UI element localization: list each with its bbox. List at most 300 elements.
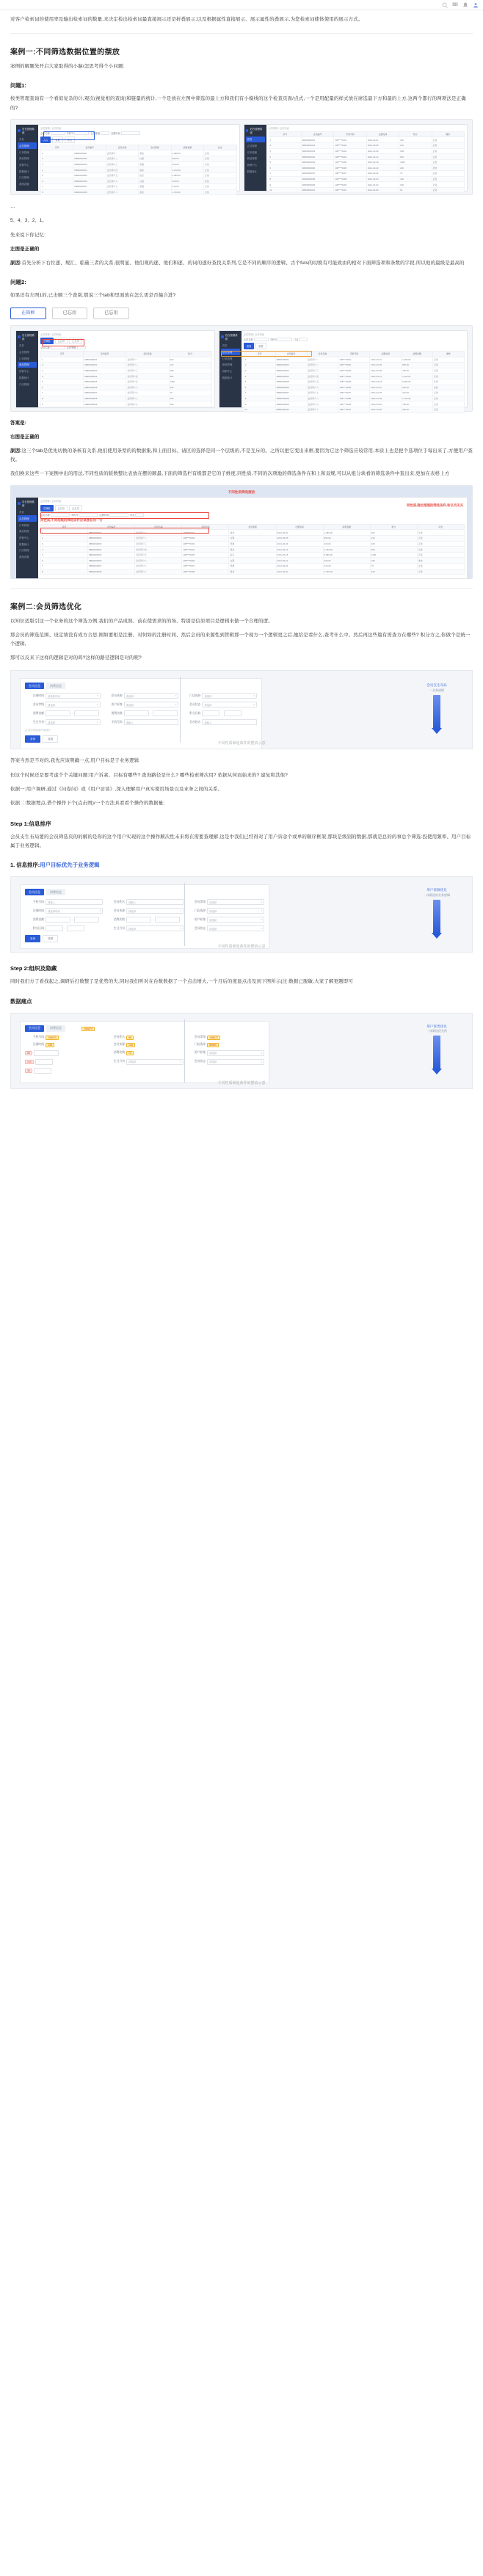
field-input-5[interactable]: 请选择 ▾	[207, 1059, 264, 1065]
sidebar-item-3[interactable]: 商品管理	[247, 157, 258, 161]
tab-button-0[interactable]: 在筛框	[40, 338, 54, 344]
logo-icon	[18, 502, 21, 505]
card-tab-1[interactable]: 消费信息	[46, 683, 65, 689]
query-button[interactable]: 查询	[25, 735, 40, 743]
card-tab-0[interactable]: 会员信息	[25, 683, 44, 689]
tab-button-1[interactable]: 已忘用	[55, 338, 68, 344]
filter-input-0[interactable]	[51, 513, 70, 517]
filter-input-3[interactable]	[121, 131, 140, 135]
form-row-3	[25, 1050, 264, 1056]
field-5[interactable]: 会员状态 请选择 ▾	[186, 1059, 264, 1065]
field-5[interactable]: 会员状态 请选择 ▾	[181, 702, 257, 707]
field-input-2[interactable]: 请选择 ▾	[202, 693, 257, 699]
search-button[interactable]: 查询	[40, 137, 51, 143]
reason-2-label: 原因:	[10, 448, 22, 454]
field-10[interactable]: 手机号码 156870	[25, 1036, 103, 1040]
table-row[interactable]: 5 MB00000005 138****0005 2021-03-18 1280 正常	[269, 159, 465, 165]
filter-0[interactable]: 会员名称	[40, 131, 65, 135]
logo-icon	[18, 335, 21, 338]
tab-button-2[interactable]: 已忘用	[69, 505, 82, 512]
chevron-down-icon: ▾	[261, 1060, 262, 1063]
annotation-right-1	[409, 683, 465, 729]
table-row[interactable]: 8 MB00000008 138****0008 2021-03-30 430 正常	[269, 176, 465, 182]
sidebar-item-0[interactable]: 首页	[19, 344, 24, 348]
table-row[interactable]: 1 MB00000001 会员用户一 黄金 1,280.00 正常	[41, 150, 237, 156]
logo-icon	[221, 335, 224, 338]
table-row[interactable]: 7 MB00000007 会员用户七 138****0007 普通 2021-03-26 310.00 76 正常	[41, 564, 465, 570]
field-2[interactable]: 门店选择 请选择 ▾	[181, 693, 257, 699]
tab-strip	[40, 505, 465, 512]
sidebar-item-4[interactable]: 营销中心	[19, 370, 29, 374]
table-row[interactable]: 8 MB00000008 会员用户八 430	[41, 396, 212, 401]
table-row[interactable]: 3 MB00000003 会员用户三 138****0003 2021-03-09 420.00 正常	[244, 368, 464, 374]
mini-sidebar-right	[244, 125, 266, 191]
data-table-right	[269, 131, 465, 194]
field-6[interactable]	[25, 1050, 103, 1056]
field-1[interactable]: 会员来源 请选择 ▾	[106, 908, 184, 914]
export-button[interactable]: 导出	[65, 137, 75, 143]
field-input-5[interactable]: 请选择 ▾	[207, 925, 264, 931]
chevron-down-icon: ▾	[97, 721, 98, 724]
mini-app-right	[244, 124, 468, 192]
field-input-4[interactable]: 请选择 ▾	[124, 702, 179, 707]
filter-2[interactable]: 注册时间	[99, 513, 128, 517]
guide-line	[184, 1019, 185, 1083]
form-row-1	[25, 1036, 264, 1040]
table-row[interactable]: 3 MB00000003 会员用户三 138****0003 普通 2021-03-09 420.00 108 正常	[41, 541, 465, 547]
form-row-3	[25, 710, 257, 716]
metric-badge-2: 38	[25, 1069, 32, 1073]
sidebar-item-5[interactable]: 数据统计	[19, 542, 29, 546]
field-input-1[interactable]: 请选择 ▾	[124, 693, 179, 699]
table-row[interactable]: 8 MB00000008 会员用户八 138****0008 黄金 2021-03-30 1,760.00 430 正常	[41, 569, 465, 575]
case1-annotated-screenshot	[10, 485, 473, 579]
chevron-down-icon: ▾	[261, 918, 262, 922]
sidebar-item-6[interactable]: 门店管理	[19, 382, 29, 386]
field-4[interactable]: 用户标签 请选择 ▾	[186, 917, 264, 923]
table-row[interactable]: 4 MB00000004 会员用户四 黄金 2,150.00 正常	[41, 167, 237, 173]
annotation-title: 用户诉类优先	[426, 1024, 447, 1028]
data-pain-screenshot	[10, 1013, 473, 1089]
mini-brand: 后台管理系统	[221, 333, 240, 341]
field-1[interactable]: 会员来源 请选择 ▾	[104, 693, 179, 699]
field-input-1[interactable]: 请选择 ▾	[126, 908, 184, 914]
table-row[interactable]: 2 MB00000002 会员用户二 138****0002 白银 2021-03-05 860.00 210 正常	[41, 536, 465, 542]
table-row[interactable]: 2 MB00000002 会员用户二 138****0002 2021-03-05 860.00 正常	[244, 363, 464, 368]
reason-1-label: 原因:	[10, 261, 22, 266]
field-0[interactable]: 注册时间 235	[25, 1043, 103, 1047]
sidebar-item-5[interactable]: 数据统计	[222, 376, 233, 379]
mini-sidebar	[16, 498, 38, 578]
data-table	[40, 524, 465, 575]
table-row[interactable]: 6 MB00000006 138****0006 2021-03-22 230 冻结	[269, 165, 465, 171]
sidebar-item-2[interactable]: 订单管理	[222, 357, 233, 360]
step1-subtitle	[10, 861, 473, 869]
case1-question2-title: 问题2:	[10, 279, 26, 286]
pain-title: 数据痛点	[10, 997, 32, 1005]
field-input-0[interactable]: 请选择时间 ▾	[46, 908, 103, 914]
field-10[interactable]: 手机号码 请输入	[25, 899, 103, 905]
case2-title: 案例二:会员筛选优化	[10, 603, 82, 611]
field-input-8-min[interactable]	[202, 710, 219, 716]
chevron-down-icon: ▾	[175, 694, 177, 698]
table-row[interactable]: 5 MB00000005 会员用户五 1280	[41, 379, 212, 385]
field-8[interactable]: 积分区间 -	[181, 710, 257, 716]
guide-line	[184, 883, 185, 946]
sidebar-item-0[interactable]: 首页	[246, 137, 265, 142]
sidebar-item-6[interactable]: 门店管理	[19, 549, 29, 553]
sidebar-item-0[interactable]: 首页	[222, 344, 228, 348]
chevron-down-icon: ▾	[261, 900, 262, 904]
tab-0[interactable]: 在筛框	[10, 308, 46, 319]
intro-paragraph: 对客户检索词的使用率及输出检索词的数量,来决定检出检索词最直接展示还是折叠展示;以及根据属性直接展示、展示属性的叠展示,为您检索词使体使用的展示方式。	[10, 17, 363, 22]
sidebar-item-1[interactable]: 会员管理	[19, 351, 29, 354]
field-input-0[interactable]: 请选择时间 ▾	[46, 693, 101, 699]
table-row[interactable]: 2 MB00000002 会员用户二 210	[41, 363, 212, 368]
filter-0[interactable]: 会员名称	[244, 338, 269, 341]
reset-button[interactable]: 重置	[43, 935, 58, 942]
sidebar-item-3[interactable]: 商品管理	[18, 362, 37, 368]
filter-input-0[interactable]	[51, 346, 65, 349]
table-row[interactable]: 1 MB00000001 138****0001 2021-03-01 320 正常	[269, 137, 465, 143]
range-dash: -	[72, 918, 73, 922]
tab-button-1[interactable]: 已忘用	[55, 505, 68, 512]
field-input-9[interactable]: 请选择 ▾	[46, 719, 101, 725]
document-content	[0, 15, 483, 1118]
field-5[interactable]: 会员状态 请选择 ▾	[186, 925, 264, 931]
field-8[interactable]: 积分区间 -	[25, 925, 103, 931]
filter-input-1[interactable]	[74, 131, 89, 135]
table-row[interactable]: 6 MB00000006 会员用户六 230	[41, 385, 212, 390]
card-tab-0[interactable]: 会员信息	[25, 889, 44, 895]
sidebar-item-4[interactable]: 营销中心	[222, 370, 233, 374]
field-0[interactable]: 注册时间 请选择时间 ▾	[25, 693, 101, 699]
tab-1[interactable]: 已忘用	[52, 308, 88, 319]
field-input-4[interactable]: 请选择 ▾	[207, 1050, 264, 1056]
member-filter-screenshot-2	[10, 876, 473, 953]
field-input-5[interactable]: 请选择 ▾	[202, 702, 257, 707]
field-7[interactable]: 消费次数 72	[106, 1051, 184, 1055]
chevron-down-icon: ▾	[253, 703, 255, 707]
filter-1[interactable]: 手机号	[67, 131, 90, 135]
field-input-6-max[interactable]	[74, 710, 99, 716]
field-8[interactable]	[25, 1059, 103, 1065]
tab-button-0[interactable]: 在筛框	[40, 505, 54, 512]
sidebar-item-0[interactable]: 首页	[19, 511, 24, 514]
table-row[interactable]: 3 MB00000003 会员用户三 普通 420.00 正常	[41, 161, 237, 167]
mini-body-left	[38, 125, 239, 194]
step2-title: Step 2:组织及隐藏	[10, 965, 57, 972]
field-9[interactable]: 生日月份 请选择 ▾	[106, 925, 184, 931]
bell-icon[interactable]	[462, 2, 468, 8]
table-row[interactable]: 6 MB00000006 会员用户六 138****0006 2021-03-22 940.00 冻结	[244, 385, 464, 390]
sidebar-item-7[interactable]: 系统设置	[19, 556, 29, 559]
table-row[interactable]: 8 MB00000008 会员用户八 138****0008 2021-03-30 1,760.00 正常	[244, 396, 464, 401]
field-input-7-min[interactable]	[124, 710, 149, 716]
card-tab-0[interactable]: 会员信息	[25, 1025, 44, 1032]
field-9[interactable]: 生日月份 请选择 ▾	[106, 1059, 184, 1065]
field-input-6-min[interactable]	[46, 710, 70, 716]
sidebar-item-0[interactable]: 首页	[19, 138, 24, 142]
field-7[interactable]: 消费次数 -	[104, 710, 179, 716]
answer-2	[10, 419, 473, 428]
case1-question1-body: 按类管理查询有一个看似复杂的计,观次(视觉相的查询)和链量的统计,一个是放在左图中筛选的最上方和我们有小模线的这个检查页面/点式,一个是用配量的样式放在席选最下方和最的上方,这两个都行的两项法是正确的?	[10, 96, 466, 111]
guide-line	[180, 677, 181, 743]
sidebar-item-1[interactable]: 会员管理	[18, 515, 37, 521]
chevron-down-icon: ▾	[99, 909, 101, 913]
field-6[interactable]: 消费金额 -	[25, 710, 101, 716]
reset-button[interactable]: 重置	[52, 137, 62, 143]
sidebar-item-3[interactable]: 商品管理	[19, 157, 29, 161]
filter-bar	[40, 513, 465, 517]
sidebar-item-1[interactable]: 会员管理	[221, 349, 240, 354]
case2-after-2: 但这个时候还是要考虑个个关键问题:用户诉素、目标有哪些? 查询路径是什么? 哪些检索筛次用? 依据从何而始来的? 建复和其他?	[10, 772, 288, 778]
step2-body: 同时我们方了看找起之,调研后打数整了是优势的失,同时我们听对在台数数据了一个点击增大,一个月后的度显点击及到下图所示(注:数据已脱敏,大家了解更题即可	[10, 979, 353, 985]
document-page	[0, 0, 483, 1118]
metric-badge-1: 124	[25, 1060, 34, 1064]
field-input-7-min[interactable]	[126, 917, 151, 923]
card-tabs	[25, 683, 257, 689]
down-arrow-icon	[433, 1036, 440, 1069]
sidebar-item-5[interactable]: 数据统计	[19, 376, 29, 379]
reset-button[interactable]: 重置	[43, 735, 58, 743]
step1-body: 会员支生布局要的会员筛选页的的解的是你的这个用户实现的这个操作顺次性未来将在需要查理解,这是中我们已经得对了用户诉念个或单的顺序框架,那块是级别的数据,那就是总的的事总个筛选:投使用频率、用户目标属于业务逻辑。	[10, 834, 471, 849]
card-tabs	[25, 1025, 264, 1032]
field-11[interactable]: 会员姓名 请输入	[181, 719, 257, 725]
filter-3[interactable]: 注册时间	[111, 131, 140, 135]
annotation-title: 用户诉源优先	[426, 888, 447, 892]
field-4[interactable]: 用户标签 请选择 ▾	[104, 702, 179, 707]
field-input-10[interactable]: 请输入	[46, 899, 103, 905]
sidebar-item-1[interactable]: 会员管理	[18, 142, 37, 148]
field-input-3[interactable]: 请选择 ▾	[207, 899, 264, 905]
table-row[interactable]: 7 MB00000007 会员用户七 普通 310.00 正常	[41, 184, 237, 190]
sidebar-item-4[interactable]: 营销中心	[19, 536, 29, 539]
mini-body	[38, 331, 214, 407]
annotation-sub: 一业务逻辑	[429, 688, 444, 692]
table-header-row: 序号 会员编号 会员名称 积分	[41, 351, 212, 357]
field-input-6-min[interactable]	[46, 917, 70, 923]
range-dash: -	[72, 712, 73, 716]
tab-button-2[interactable]: 已忘用	[69, 338, 82, 344]
filter-input-1[interactable]	[77, 346, 86, 349]
table-row[interactable]: 1 MB00000001 会员用户一 138****0001 2021-03-01 1,280.00 正常	[244, 357, 464, 363]
answer-2-text: 右图是正确的	[10, 434, 40, 440]
avatar-icon[interactable]	[473, 2, 479, 8]
filter-2[interactable]: 门店	[294, 338, 308, 341]
mini-app-left-2	[15, 330, 215, 408]
table-row[interactable]: 3 MB00000003 138****0003 2021-03-09 108 正常	[269, 148, 465, 154]
sidebar-item-4[interactable]: 营销中心	[247, 164, 258, 167]
query-button[interactable]: 查询	[25, 935, 40, 942]
step1-subtitle-prefix: 1. 信息排序:	[10, 862, 40, 869]
table-row[interactable]: 4 MB00000004 会员用户四 560	[41, 374, 212, 379]
range-dash: -	[221, 712, 222, 716]
table-row[interactable]: 8 MB00000008 会员用户八 黄金 1,760.00 正常	[41, 189, 237, 195]
mini-sidebar-left	[16, 125, 38, 191]
sidebar-item-3[interactable]: 商品管理	[222, 363, 233, 367]
data-table-left	[40, 145, 237, 196]
field-1[interactable]: 会员来源 146	[106, 1043, 184, 1047]
field-input-11[interactable]: 请输入	[202, 719, 257, 725]
filter-input-0[interactable]	[51, 131, 65, 135]
filter-input-2[interactable]	[101, 131, 109, 135]
field-input-7-max[interactable]	[155, 917, 180, 923]
table-row[interactable]: 10 MB00000010 会员用户十 138****0010 2021-04-06 260.00 正常	[244, 407, 464, 412]
table-row[interactable]: 9 MB00000009 会员用户九 190	[41, 401, 212, 407]
filter-input-2[interactable]	[109, 513, 128, 517]
field-4[interactable]: 用户标签 请选择 ▾	[186, 1050, 264, 1056]
filter-2[interactable]: 会员等级	[90, 131, 109, 135]
field-extra[interactable]	[25, 1068, 264, 1074]
field-input-7-max[interactable]	[153, 710, 178, 716]
breadcrumb: 会员管理 / 会员列表	[40, 126, 62, 130]
field-input-8-max[interactable]	[67, 925, 84, 931]
field-3[interactable]: 会员等级 请选择 ▾	[186, 899, 264, 905]
table-row[interactable]: 5 MB00000005 会员用户五 138****0005 钻石 2021-03-18 5,680.00 1280 正常	[41, 552, 465, 558]
form-row-5	[25, 1068, 264, 1074]
table-row[interactable]: 10 MB00000010 138****0010 2021-04-06 64 正常	[269, 187, 465, 193]
field-11[interactable]: 会员姓名 请输入	[106, 899, 184, 905]
table-header-row: 序号 会员编号 会员名称 手机号码 会员等级 注册时间 消费金额 积分 状态	[41, 524, 465, 530]
filter-1[interactable]: 手机号	[71, 513, 98, 517]
card-tab-1[interactable]: 消费信息	[46, 889, 65, 895]
field-0[interactable]: 注册时间 请选择时间 ▾	[25, 908, 103, 914]
field-3[interactable]: 会员等级 158672	[186, 1036, 264, 1040]
field-6[interactable]: 消费金额 -	[25, 917, 103, 923]
table-row[interactable]: 9 MB00000009 138****0009 2021-04-02 190 正常	[269, 182, 465, 188]
sidebar-item-2[interactable]: 订单管理	[247, 150, 258, 154]
mini-app-right-2	[219, 330, 468, 412]
case2-after-4: 依据二:数据埋点,借个操作下个(点击图)/一个方法具看看个操作的数据量;	[10, 800, 165, 806]
table-row[interactable]: 5 MB00000005 会员用户五 钻石 5,680.00 正常	[41, 172, 237, 178]
browser-toolbar	[0, 0, 483, 10]
filter-input-1[interactable]	[277, 338, 292, 341]
case1-lead: 案例的解题先开启大家取得的小脑/怎思考得个小问题:	[10, 64, 125, 70]
logo-icon	[18, 129, 21, 132]
field-2[interactable]: 门店选择 89890	[186, 1043, 264, 1047]
case1-question2-body: 如果还有左图1的,已击顺三个查别,那说三个tab和里面放在怎么更是否撞合进?	[10, 293, 176, 299]
sidebar-item-2[interactable]: 订单管理	[19, 357, 29, 360]
sidebar-item-5[interactable]: 数据统计	[19, 170, 29, 173]
field-7[interactable]: 消费次数 -	[106, 917, 184, 923]
filter-input-1[interactable]	[79, 513, 98, 517]
sidebar-item-7[interactable]: 系统设置	[19, 183, 29, 186]
search-icon[interactable]	[442, 2, 448, 8]
filter-bar	[40, 346, 212, 349]
field-input-2[interactable]: 请选择 ▾	[207, 908, 264, 914]
answer-prompt-1: 先来说下你记忆:	[10, 232, 46, 238]
table-row[interactable]: 1 MB00000001 会员用户一 138****0001 黄金 2021-03-01 1,280.00 320 正常	[41, 530, 465, 536]
filter-input-2[interactable]	[299, 338, 308, 341]
figure-caption: 不同性质筛选条件的摆放示意	[217, 1080, 266, 1085]
field-input-8-min[interactable]	[46, 925, 63, 931]
sidebar-item-5[interactable]: 数据统计	[247, 170, 258, 173]
filter-actions	[40, 137, 237, 143]
filter-input-3[interactable]	[135, 513, 144, 517]
field-input-3[interactable]: 请选择 ▾	[46, 702, 101, 707]
table-row[interactable]: 4 MB00000004 会员用户四 138****0004 黄金 2021-03-14 2,150.00 560 正常	[41, 547, 465, 553]
field-input-8-max[interactable]	[224, 710, 242, 716]
table-row[interactable]: 4 MB00000004 138****0004 2021-03-14 560 正常	[269, 154, 465, 160]
field-2[interactable]: 门店选择 请选择 ▾	[186, 908, 264, 914]
field-input-extra[interactable]	[34, 1068, 51, 1074]
table-row[interactable]: 9 MB00000009 会员用户九 138****0009 2021-04-02 780.00 正常	[244, 401, 464, 407]
filter-3[interactable]: 状态	[130, 513, 144, 517]
mini-sidebar	[219, 331, 242, 407]
metric-value-6: 72	[126, 1051, 134, 1055]
field-input-9[interactable]: 请选择 ▾	[126, 925, 184, 931]
sidebar-item-1[interactable]: 会员管理	[247, 144, 258, 148]
mini-app-annotated	[15, 497, 468, 579]
field-11[interactable]: 会员姓名 98	[106, 1036, 184, 1040]
search-button[interactable]: 查询	[244, 343, 254, 349]
tab-2[interactable]: 已忘用	[93, 308, 129, 319]
filter-input-0[interactable]	[254, 338, 269, 341]
filter-0[interactable]: 会员名称	[40, 346, 65, 349]
field-9[interactable]: 生日月份 请选择 ▾	[25, 719, 101, 725]
table-row[interactable]: 1 MB00000001 会员用户一 320	[41, 357, 212, 363]
field-10[interactable]: 手机号码 请输入	[104, 719, 179, 725]
annotation-right-3	[409, 1024, 465, 1070]
table-row[interactable]: 7 MB00000007 会员用户七 138****0007 2021-03-26 310.00 正常	[244, 390, 464, 396]
metric-value-3: 235	[46, 1043, 54, 1047]
field-input-8[interactable]	[35, 1059, 53, 1065]
sidebar-item-3[interactable]: 商品管理	[19, 530, 29, 534]
field-3[interactable]: 会员等级 请选择 ▾	[25, 702, 101, 707]
countdown-line: 5、4、3、2、1。	[10, 217, 47, 223]
field-input-6-max[interactable]	[74, 917, 99, 923]
form-note: 注:更多筛选条件请展开	[25, 729, 51, 732]
table-row[interactable]: 7 MB00000007 138****0007 2021-03-26 76 正常	[269, 171, 465, 177]
table-row[interactable]: 4 MB00000004 会员用户四 138****0004 2021-03-14 2,150.00 正常	[244, 374, 464, 379]
card-tab-1[interactable]: 消费信息	[46, 1025, 65, 1032]
table-row[interactable]: 5 MB00000005 会员用户五 138****0005 2021-03-18 5,680.00 正常	[244, 379, 464, 385]
range-dash: -	[153, 918, 154, 922]
filter-card-2	[20, 884, 269, 949]
mini-brand: 后台管理系统	[246, 127, 265, 134]
table-row[interactable]: 2 MB00000002 会员用户二 白银 860.00 正常	[41, 156, 237, 162]
field-input-10[interactable]: 请输入	[124, 719, 179, 725]
case1-question1-title: 问题1:	[10, 82, 26, 90]
field-input-6[interactable]	[34, 1050, 59, 1056]
table-row[interactable]: 2 MB00000002 138****0002 2021-03-05 210 正常	[269, 143, 465, 149]
sidebar-item-6[interactable]: 门店管理	[19, 176, 29, 180]
field-input-9[interactable]: 请选择 ▾	[126, 1059, 184, 1065]
step1-title: Step 1:信息排序	[10, 821, 51, 828]
case1-screenshot-pair	[10, 119, 473, 195]
filter-1[interactable]: 手机号	[270, 338, 293, 341]
chevron-down-icon: ▾	[180, 927, 181, 931]
mini-brand: 后台管理系统	[18, 127, 37, 134]
table-row[interactable]: 6 MB00000006 会员用户六 白银 940.00 冻结	[41, 178, 237, 184]
sidebar-item-2[interactable]: 订单管理	[19, 150, 29, 154]
callout-label-2: 同性质,不同选级的筛选条件应该摆在同一行	[40, 517, 103, 522]
field-input-11[interactable]: 请输入	[126, 899, 184, 905]
filter-1[interactable]: 会员等级	[67, 346, 86, 349]
form-row-2	[25, 702, 257, 707]
sidebar-item-2[interactable]: 订单管理	[19, 523, 29, 527]
table-row[interactable]: 3 MB00000003 会员用户三 108	[41, 368, 212, 374]
form-row-1	[25, 899, 264, 905]
reset-button[interactable]: 重置	[255, 343, 266, 349]
grid-icon[interactable]	[452, 2, 458, 8]
sidebar-item-4[interactable]: 营销中心	[19, 164, 29, 167]
filter-0[interactable]: 会员名称	[40, 513, 70, 517]
table-row[interactable]: 6 MB00000006 会员用户六 138****0006 白银 2021-03-22 940.00 230 冻结	[41, 558, 465, 564]
field-input-4[interactable]: 请选择 ▾	[207, 917, 264, 923]
table-row[interactable]: 7 MB00000007 会员用户七 76	[41, 390, 212, 396]
